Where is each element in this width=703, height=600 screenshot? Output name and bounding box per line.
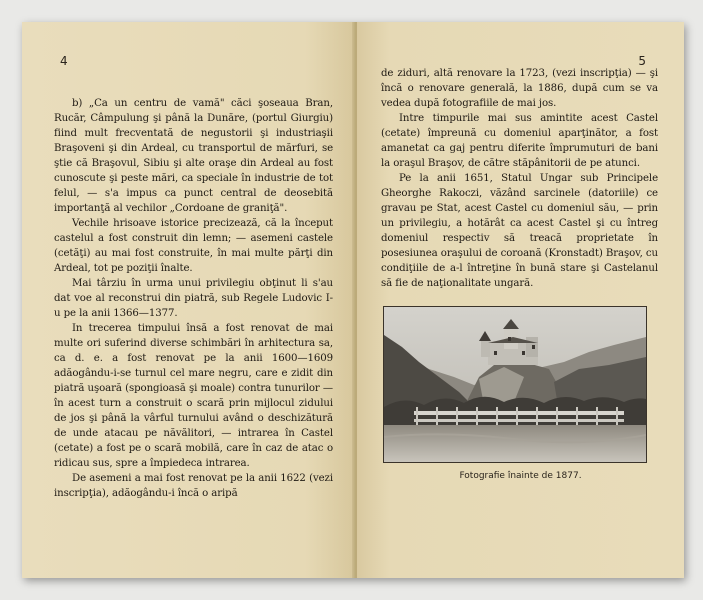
left-page-text	[54, 96, 333, 501]
left-page	[22, 22, 355, 578]
page-number-left: 4	[60, 54, 68, 68]
paragraph: Mai târziu în urma unui privilegiu obţinut li s'au dat voe al reconstrui din piatră, sub Regele Ludovic I-u pe la anii 1366—1377.	[54, 278, 333, 319]
paragraph: In trecerea timpului însă a fost renovat de mai multe ori suferind diverse schimbări în arhitectura sa, ca d. e. a fost renovat pe la anii 1600—1609 adăogându-i-se turnul cel mare negru, care e zidit din piatră uşoară (spongioasă şi moale) contra tunurilor — în acest turn a construit o scară prin mijlocul zidului de jos şi până la vârful turnului având o deschizătură de unde atacau pe năvălitori, — intrarea în Castel (cetate) a fost pe o scară mobilă, care în caz de atac o ridicau sus, spre a împiedeca intrarea.	[54, 323, 333, 469]
paragraph: De asemeni a mai fost renovat pe la anii 1622 (vezi inscripţia), adăogându-i încă o aripă	[54, 473, 333, 499]
right-page-text	[381, 66, 658, 291]
paragraph: b) „Ca un centru de vamă" căci şoseaua Bran, Rucăr, Câmpulung şi până la Dunăre, (portul Giurgiu) fiind mult frecventată de negustorii şi industriaşii Braşoveni şi din Ardeal, cu transportul de mărfuri, se ştie că Braşovul, Sibiu şi alte oraşe din Ardeal au fost cunoscute şi peste mări, ca speciale în industrie de tot felul, — s'a impus ca punct central de deosebită importanţă al vechilor „Cordoane de graniţă".	[54, 98, 333, 214]
paragraph: Pe la anii 1651, Statul Ungar sub Principele Gheorghe Rakoczi, văzând sarcinele (datoriile) ce gravau pe Stat, acest Castel cu domeniul său, — prin un privilegiu, a hotărât ca acest Castel şi cu întreg domeniul respectiv să treacă proprietate în posesiunea oraşului de coroană (Kronstadt) Braşov, cu condiţiile de a-l întreţine în bună stare şi Castelanul să fie de naţionalitate ungară.	[381, 173, 658, 289]
open-booklet	[22, 22, 684, 578]
right-page	[357, 22, 684, 578]
castle-photograph	[383, 306, 647, 463]
paragraph: Intre timpurile mai sus amintite acest Castel (cetate) împreună cu domeniul aparţinător, a fost amanetat ca gaj pentru diferite împrumuturi de bani la oraşul Braşov, de către stăpânitorii de pe atunci.	[381, 113, 658, 169]
photo-figure	[383, 306, 658, 481]
photo-caption: Fotografie înainte de 1877.	[459, 471, 582, 481]
paragraph: de ziduri, altă renovare la 1723, (vezi inscripţia) — şi încă o renovare generală, la 1886, după cum se va vedea după fotografiile de mai jos.	[381, 68, 658, 109]
paragraph: Vechile hrisoave istorice precizează, că la început castelul a fost construit din lemn; — asemeni castele (cetăţi) au mai fost construite, în mai multe părţi din Ardeal, tot pe poziţii înalte.	[54, 218, 333, 274]
page-number-right: 5	[638, 54, 646, 68]
